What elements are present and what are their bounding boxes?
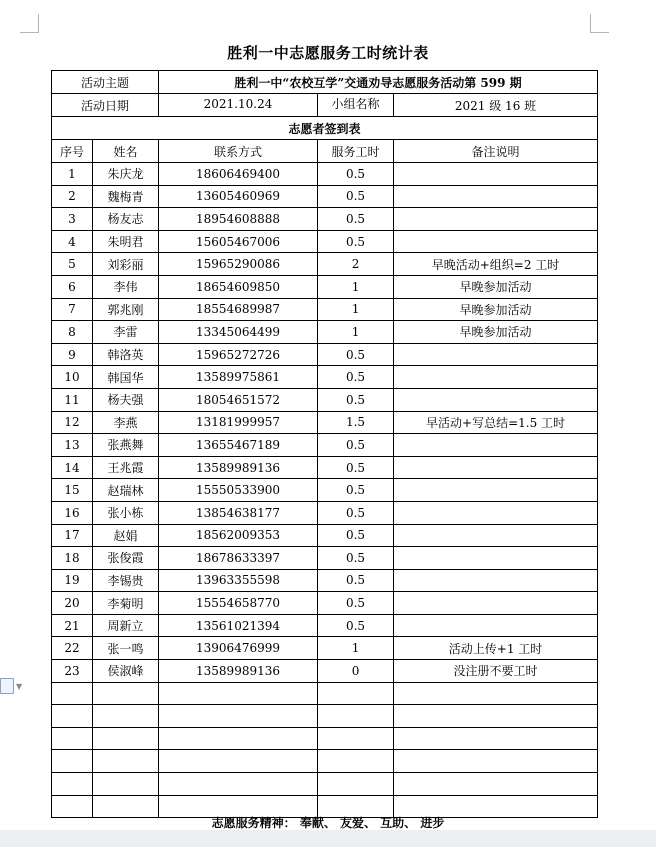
service-spirit-footer: 志愿服务精神： 奉献、 友爱、 互助、 进步: [211, 816, 445, 830]
row-number: 6: [52, 275, 93, 298]
contact-phone: 13181999957: [159, 411, 318, 434]
contact-phone: [159, 727, 318, 750]
table-row: [52, 727, 598, 750]
volunteer-hours-table: [51, 70, 598, 818]
volunteer-name: 韩洛英: [93, 343, 159, 366]
table-row: [52, 321, 598, 344]
service-hours: 0: [318, 660, 394, 683]
volunteer-name: 李燕: [93, 411, 159, 434]
remark: 没注册不要工时: [394, 660, 598, 683]
contact-phone: 13589989136: [159, 660, 318, 683]
contact-phone: 18054651572: [159, 388, 318, 411]
contact-phone: 13345064499: [159, 321, 318, 344]
service-hours: 0.5: [318, 547, 394, 570]
row-number: 19: [52, 569, 93, 592]
remark: [394, 547, 598, 570]
service-hours: 1: [318, 321, 394, 344]
date-value: 2021.10.24: [203, 97, 273, 111]
row-number: 9: [52, 343, 93, 366]
contact-phone: 13589975861: [159, 366, 318, 389]
contact-phone: 18654609850: [159, 275, 318, 298]
document-title: 胜利一中志愿服务工时统计表: [227, 44, 429, 62]
table-row: [52, 569, 598, 592]
table-row: [52, 434, 598, 457]
remark: [394, 705, 598, 728]
remark: [394, 208, 598, 231]
service-hours: 0.5: [318, 614, 394, 637]
volunteer-name: 朱明君: [93, 230, 159, 253]
row-number: 1: [52, 163, 93, 186]
table-row: [52, 298, 598, 321]
table-row: [52, 750, 598, 773]
contact-phone: 13655467189: [159, 434, 318, 457]
remark: 早晚参加活动: [394, 321, 598, 344]
row-number: 18: [52, 547, 93, 570]
contact-phone: 15605467006: [159, 230, 318, 253]
volunteer-name: 魏梅青: [93, 185, 159, 208]
service-hours: 0.5: [318, 524, 394, 547]
volunteer-name: 李菊明: [93, 592, 159, 615]
contact-phone: 18606469400: [159, 163, 318, 186]
contact-phone: [159, 773, 318, 796]
service-hours: 0.5: [318, 230, 394, 253]
volunteer-name: [93, 727, 159, 750]
row-number: 22: [52, 637, 93, 660]
row-number: 23: [52, 660, 93, 683]
document-icon[interactable]: [0, 678, 14, 694]
remark: [394, 479, 598, 502]
service-hours: 0.5: [318, 501, 394, 524]
contact-phone: 15554658770: [159, 592, 318, 615]
remark: 早晚参加活动: [394, 275, 598, 298]
contact-phone: 13906476999: [159, 637, 318, 660]
remark: [394, 185, 598, 208]
row-number: 12: [52, 411, 93, 434]
table-row: [52, 343, 598, 366]
volunteer-name: 李雷: [93, 321, 159, 344]
service-hours: 0.5: [318, 456, 394, 479]
table-row: [52, 163, 598, 186]
contact-phone: [159, 705, 318, 728]
volunteer-name: 张一鸣: [93, 637, 159, 660]
remark: [394, 501, 598, 524]
contact-phone: 15550533900: [159, 479, 318, 502]
service-hours: 0.5: [318, 208, 394, 231]
service-hours: [318, 705, 394, 728]
remark: [394, 524, 598, 547]
volunteer-name: [93, 682, 159, 705]
remark: [394, 727, 598, 750]
volunteer-name: 杨夫强: [93, 388, 159, 411]
row-number: 20: [52, 592, 93, 615]
date-value-and-group-label: [159, 94, 394, 117]
contact-phone: 18562009353: [159, 524, 318, 547]
volunteer-name: 朱庆龙: [93, 163, 159, 186]
volunteer-name: [93, 773, 159, 796]
row-number: 4: [52, 230, 93, 253]
volunteer-name: 赵娟: [93, 524, 159, 547]
table-row: [52, 682, 598, 705]
remark: [394, 682, 598, 705]
service-hours: 1: [318, 637, 394, 660]
signin-header: 志愿者签到表: [52, 117, 598, 140]
contact-phone: 15965290086: [159, 253, 318, 276]
row-number: 8: [52, 321, 93, 344]
row-number: 11: [52, 388, 93, 411]
table-row: [52, 637, 598, 660]
table-row: [52, 614, 598, 637]
column-header-row: [52, 140, 598, 163]
page-corner-mark-right: [590, 14, 609, 33]
table-row: [52, 479, 598, 502]
remark: [394, 592, 598, 615]
theme-value: 胜利一中“农校互学”交通劝导志愿服务活动第 599 期: [159, 71, 598, 94]
table-row: [52, 185, 598, 208]
remark: [394, 434, 598, 457]
service-hours: 0.5: [318, 479, 394, 502]
table-row: [52, 366, 598, 389]
theme-label: 活动主题: [52, 71, 159, 94]
contact-phone: 13854638177: [159, 501, 318, 524]
remark: [394, 614, 598, 637]
table-row: [52, 660, 598, 683]
table-row: [52, 501, 598, 524]
group-value: 2021 级 16 班: [394, 94, 598, 117]
volunteer-name: 侯淑峰: [93, 660, 159, 683]
contact-phone: 18554689987: [159, 298, 318, 321]
volunteer-name: 张小栋: [93, 501, 159, 524]
table-row: [52, 411, 598, 434]
volunteer-name: [93, 705, 159, 728]
service-hours: [318, 727, 394, 750]
activity-date-row: [52, 94, 598, 117]
service-hours: 0.5: [318, 388, 394, 411]
contact-phone: 13561021394: [159, 614, 318, 637]
remark: [394, 163, 598, 186]
volunteer-name: 韩国华: [93, 366, 159, 389]
remark: [394, 343, 598, 366]
remark: 早晚活动+组织=2 工时: [394, 253, 598, 276]
remark: [394, 366, 598, 389]
service-hours: 0.5: [318, 592, 394, 615]
service-hours: 1: [318, 298, 394, 321]
service-hours: 0.5: [318, 163, 394, 186]
remark: [394, 750, 598, 773]
contact-phone: [159, 750, 318, 773]
volunteer-name: 郭兆刚: [93, 298, 159, 321]
volunteer-name: 赵瑞林: [93, 479, 159, 502]
table-row: [52, 275, 598, 298]
service-hours: 0.5: [318, 185, 394, 208]
col-header-hours: 服务工时: [318, 140, 394, 163]
contact-phone: [159, 682, 318, 705]
col-header-no: 序号: [52, 140, 93, 163]
remark: [394, 388, 598, 411]
contact-phone: 13605460969: [159, 185, 318, 208]
service-hours: 2: [318, 253, 394, 276]
service-hours: 1.5: [318, 411, 394, 434]
col-header-name: 姓名: [93, 140, 159, 163]
volunteer-name: 刘彩丽: [93, 253, 159, 276]
service-hours: [318, 682, 394, 705]
volunteer-name: 杨友志: [93, 208, 159, 231]
contact-phone: 13963355598: [159, 569, 318, 592]
contact-phone: 18678633397: [159, 547, 318, 570]
service-hours: 0.5: [318, 343, 394, 366]
row-number: 17: [52, 524, 93, 547]
row-number: 21: [52, 614, 93, 637]
row-number: 14: [52, 456, 93, 479]
table-row: [52, 456, 598, 479]
volunteer-name: 周新立: [93, 614, 159, 637]
activity-theme-row: [52, 71, 598, 94]
table-row: [52, 524, 598, 547]
volunteer-name: 张燕舞: [93, 434, 159, 457]
table-row: [52, 773, 598, 796]
col-header-phone: 联系方式: [159, 140, 318, 163]
table-row: [52, 592, 598, 615]
row-number: 15: [52, 479, 93, 502]
service-hours: [318, 773, 394, 796]
remark: 活动上传+1 工时: [394, 637, 598, 660]
row-number: 5: [52, 253, 93, 276]
row-number: 10: [52, 366, 93, 389]
contact-phone: 13589989136: [159, 456, 318, 479]
col-header-note: 备注说明: [394, 140, 598, 163]
date-label: 活动日期: [52, 94, 159, 117]
row-number: [52, 682, 93, 705]
row-number: 3: [52, 208, 93, 231]
table-row: [52, 388, 598, 411]
remark: [394, 230, 598, 253]
remark: 早晚参加活动: [394, 298, 598, 321]
remark: [394, 773, 598, 796]
row-number: [52, 727, 93, 750]
table-row: [52, 705, 598, 728]
page-corner-mark-left: [20, 14, 39, 33]
service-hours: [318, 750, 394, 773]
chevron-down-icon[interactable]: ▼: [16, 682, 23, 691]
volunteer-name: 王兆霞: [93, 456, 159, 479]
group-label: 小组名称: [317, 94, 393, 116]
service-hours: 0.5: [318, 434, 394, 457]
table-row: [52, 253, 598, 276]
table-row: [52, 547, 598, 570]
row-number: 7: [52, 298, 93, 321]
contact-phone: 15965272726: [159, 343, 318, 366]
volunteer-name: 李锡贵: [93, 569, 159, 592]
row-number: 13: [52, 434, 93, 457]
row-number: 16: [52, 501, 93, 524]
volunteer-name: 李伟: [93, 275, 159, 298]
service-hours: 1: [318, 275, 394, 298]
row-number: [52, 773, 93, 796]
status-strip: [0, 830, 656, 847]
remark: [394, 456, 598, 479]
service-hours: 0.5: [318, 569, 394, 592]
table-row: [52, 208, 598, 231]
row-number: 2: [52, 185, 93, 208]
row-number: [52, 705, 93, 728]
row-number: [52, 750, 93, 773]
volunteer-name: [93, 750, 159, 773]
remark: [394, 569, 598, 592]
contact-phone: 18954608888: [159, 208, 318, 231]
remark: 早活动+写总结=1.5 工时: [394, 411, 598, 434]
table-row: [52, 230, 598, 253]
signin-header-row: [52, 117, 598, 140]
volunteer-name: 张俊霞: [93, 547, 159, 570]
service-hours: 0.5: [318, 366, 394, 389]
